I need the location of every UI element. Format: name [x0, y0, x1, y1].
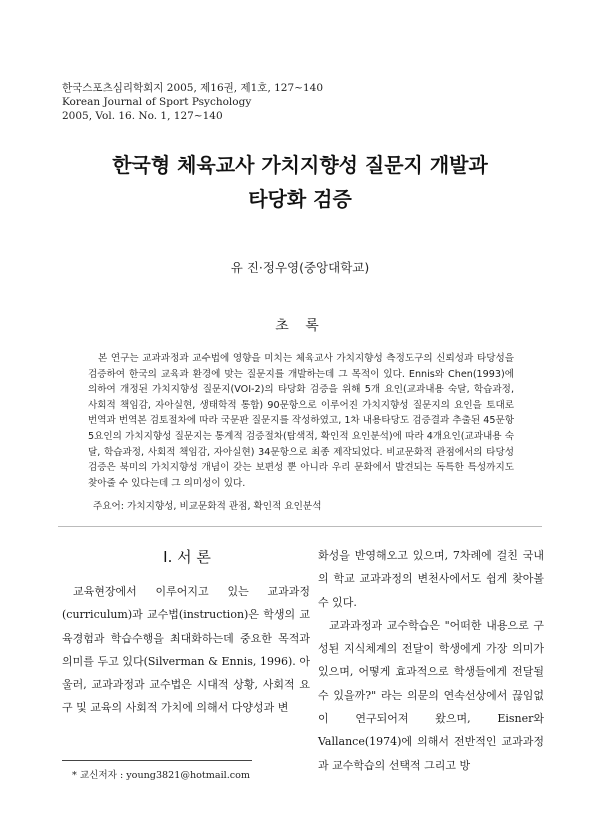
footnote-rule — [62, 760, 252, 761]
section-heading-introduction: Ⅰ. 서 론 — [163, 548, 211, 566]
body-paragraph-continued: 화성을 반영해오고 있으며, 7차례에 걸친 국내의 학교 교과과정의 변천사에서도 쉽게 찾아볼 수 있다. — [318, 549, 544, 609]
journal-citation — [62, 81, 323, 123]
journal-line-korean: 한국스포츠심리학회지 2005, 제16권, 제1호, 127~140 — [62, 82, 324, 94]
abstract-body: 본 연구는 교과과정과 교수법에 영향을 미치는 체육교사 가치지향성 측정도구의 신뢰성과 타당성을 검증하여 한국의 교육과 환경에 맞는 질문지를 개발하는데 그 목적이 있다. Ennis와 Chen(1993)에 의하여 개정된 가치지향성 질문지(VOI-2)의 타당화 검증을 위해 5개 요인(교과내용 숙달, 학습과정, 사회적 책임감, 자아실현, 생태학적 통합) 90문항으로 이루어진 가치지향성 질문지의 요인을 토대로 번역과 번역본 검토절차에 따라 국문판 질문지를 작성하였고, 1차 내용타당도 검증결과 추출된 45문항 5요인의 가치지향성 질문지는 통계적 검증절차(탐색적, 확인적 요인분석)에 따라 4개요인(교과내용 숙달, 학습과정, 사회적 책임감, 자아실현) 34문항으로 최종 제작되었다. 비교문화적 관점에서의 타당성 검증은 북미의 가치지향성 개념이 갖는 보편성 뿐 아니라 우리 문화에서 발견되는 독특한 특성까지도 찾아줄 수 있다는데 그 의미성이 있다. — [88, 353, 514, 489]
journal-line-volume: 2005, Vol. 16. No. 1, 127~140 — [62, 110, 223, 122]
body-paragraph: 교과과정과 교수학습은 "어떠한 내용으로 구성된 지식체계의 전달이 학생에게 가장 의미가 있으며, 어떻게 효과적으로 학생들에게 전달될 수 있을까?" 라는 의문의 연속선상에서 끊임없이 연구되어져 왔으며, Eisner와 Vallance(1974)에 의해서 전반적인 교과과정과 교수학습의 선택적 그리고 방 — [318, 618, 544, 772]
keywords: 주요어: 가치지향성, 비교문화적 관점, 확인적 요인분석 — [93, 501, 322, 512]
footnote-corresponding-author: * 교신저자 : young3821@hotmail.com — [72, 770, 251, 781]
section-divider — [58, 526, 542, 527]
paper-title — [0, 148, 600, 216]
abstract-heading: 초 록 — [275, 318, 325, 334]
body-column-left: 교육현장에서 이루어지고 있는 교과과정(curriculum)과 교수법(instruction)은 학생의 교육경험과 학습수행을 최대화하는데 중요한 목적과 의미를 두고 있다(Silverman & Ennis, 1996). 아울러, 교과과정과 교수법은 시대적 상황, 사회적 요구 및 교육의 사회적 가치에 의해서 다양성과 변 — [62, 585, 310, 715]
authors: 유 진·정우영(중앙대학교) — [230, 260, 370, 275]
journal-line-english: Korean Journal of Sport Psychology — [62, 96, 252, 108]
paper-title-line-2: 타당화 검증 — [248, 187, 352, 211]
body-column-right — [318, 544, 544, 777]
paper-title-line-1: 한국형 체육교사 가치지향성 질문지 개발과 — [112, 153, 488, 177]
